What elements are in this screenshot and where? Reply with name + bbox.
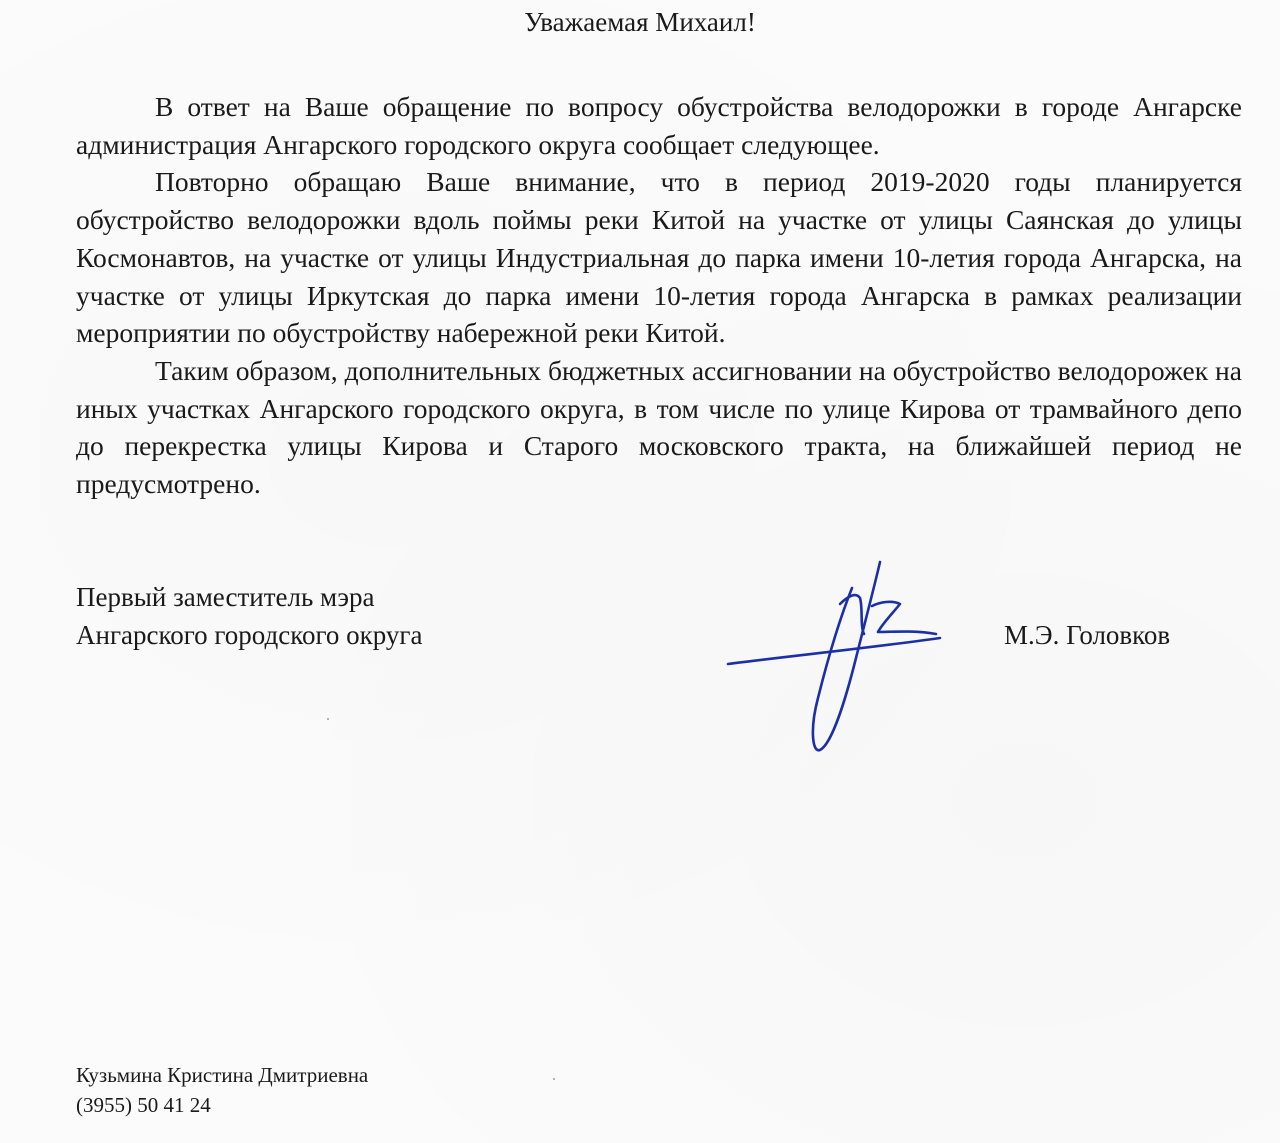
- letter-body: [76, 88, 1242, 503]
- greeting: Уважаемая Михаил!: [524, 7, 756, 37]
- paper-speck: [553, 1078, 555, 1080]
- signatory-name: М.Э. Головков: [1004, 620, 1171, 650]
- signatory-position-line-1: Первый заместитель мэра: [76, 582, 375, 612]
- paragraph-1: В ответ на Ваше обращение по вопросу обустройства велодорожки в городе Ангарске администрация Ангарского городского округа сообщает следующее.: [76, 91, 1242, 160]
- signatory-position: [76, 578, 422, 654]
- paragraph-3: Таким образом, дополнительных бюджетных ассигновании на обустройство велодорожек на иных участках Ангарского городского округа, в том числе по улице Кирова от трамвайного депо до перекрестка улицы Кирова и Старого московского тракта, на ближайшей период не предусмотрено.: [76, 354, 1242, 500]
- paragraph-2: Повторно обращаю Ваше внимание, что в период 2019-2020 годы планируется обустройство велодорожки вдоль поймы реки Китой на участке от улицы Саянская до улицы Космонавтов, на участке от улицы Индустриальная до парка имени 10-летия города Ангарска, на участке от улицы Иркутская до парка имени 10-летия города Ангарска в рамках реализации мероприятии по обустройству набережной реки Китой.: [76, 166, 1242, 349]
- executor-name: Кузьмина Кристина Дмитриевна: [76, 1063, 369, 1087]
- signatory-position-line-2: Ангарского городского округа: [76, 620, 423, 650]
- executor-phone: (3955) 50 41 24: [76, 1093, 211, 1117]
- paper-speck: [327, 718, 329, 720]
- executor-info: [76, 1060, 368, 1120]
- handwritten-signature: [700, 548, 980, 768]
